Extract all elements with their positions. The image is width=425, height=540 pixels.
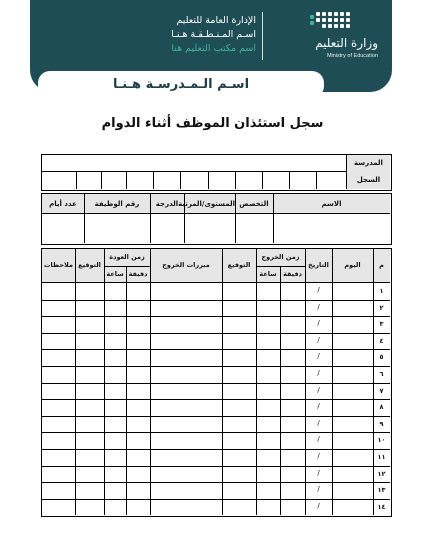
- header-notes: ملاحظات: [44, 261, 73, 269]
- row-number: ٩: [379, 419, 384, 428]
- date-separator: /: [317, 402, 320, 411]
- row-divider: [42, 316, 390, 317]
- date-separator: /: [317, 352, 320, 361]
- admin-line-1: الإدارة العامة للتعليم: [176, 15, 256, 26]
- header-return-time: زمن العودة: [109, 253, 145, 261]
- row-divider: [42, 499, 390, 500]
- school-row: [42, 155, 390, 172]
- ministry-name-ar: وزارة التعليم: [315, 36, 378, 50]
- record-cell[interactable]: [101, 172, 126, 189]
- row-number: ٧: [379, 386, 384, 395]
- header-day: اليوم: [344, 261, 361, 269]
- date-separator: /: [317, 435, 320, 444]
- row-number: ٣: [379, 320, 384, 329]
- row-divider: [42, 333, 390, 334]
- record-cell[interactable]: [180, 172, 208, 189]
- row-divider: [42, 366, 390, 367]
- ministry-logo: [288, 12, 378, 62]
- row-divider: [42, 416, 390, 417]
- record-cell[interactable]: [153, 172, 180, 189]
- employee-header: الدرجة: [155, 200, 179, 208]
- admin-line-2: اسـم المـنـطـقـة هـنـا: [171, 29, 256, 40]
- employee-header: التخصص: [239, 200, 269, 208]
- date-separator: /: [317, 468, 320, 477]
- record-cell[interactable]: [262, 172, 289, 189]
- employee-header: عدد أيام: [49, 200, 77, 208]
- row-divider: [42, 399, 390, 400]
- record-cell[interactable]: [208, 172, 235, 189]
- leave-table: [41, 248, 392, 517]
- record-cell[interactable]: [289, 172, 316, 189]
- header-date: التاريخ: [308, 261, 329, 269]
- date-separator: /: [317, 319, 320, 328]
- school-name: اسـم الـمـدرسـة هـنـا: [38, 71, 324, 98]
- row-number: ٦: [379, 370, 384, 378]
- header-divider: [262, 12, 263, 60]
- header-return-hour: ساعة: [106, 270, 124, 278]
- date-separator: /: [317, 418, 320, 427]
- employee-header: المستوى/المرتبة: [178, 200, 235, 208]
- row-number: ٤: [379, 336, 384, 345]
- row-divider: [42, 300, 390, 301]
- row-number: ١٢: [377, 469, 386, 478]
- record-cell[interactable]: [76, 172, 101, 189]
- school-label: المدرسة: [346, 155, 390, 172]
- row-divider: [42, 432, 390, 433]
- header-signature: التوقيع: [227, 261, 251, 269]
- date-separator: /: [317, 385, 320, 394]
- row-number: ٨: [379, 403, 384, 412]
- row-divider: [42, 383, 390, 384]
- date-separator: /: [317, 286, 320, 294]
- record-label: السجل: [346, 172, 390, 189]
- row-divider: [42, 349, 390, 350]
- row-number: ١٤: [377, 502, 386, 511]
- date-separator: /: [317, 501, 320, 510]
- header-reasons: مبررات الخروج: [162, 261, 210, 269]
- row-divider: [42, 449, 390, 450]
- header-exit-minute: دقيقة: [283, 270, 302, 278]
- record-cell[interactable]: [126, 172, 153, 189]
- record-cell[interactable]: [235, 172, 262, 189]
- header-exit-time: زمن الخروج: [261, 253, 300, 261]
- admin-block: [118, 14, 256, 56]
- header-signature-2: التوقيع: [78, 261, 101, 269]
- subheader-divider: [104, 266, 150, 267]
- employee-box: [41, 193, 392, 245]
- row-number: ٢: [379, 303, 384, 312]
- row-divider: [42, 466, 390, 467]
- row-number: ١١: [377, 453, 386, 461]
- row-number: ٥: [379, 353, 384, 362]
- header-exit-hour: ساعة: [259, 270, 277, 278]
- info-box: [41, 154, 392, 191]
- ministry-name-en: Ministry of Education: [326, 53, 378, 59]
- employee-header: رقم الوظيفة: [94, 200, 140, 208]
- col-divider: [126, 266, 127, 515]
- date-separator: /: [317, 369, 320, 377]
- date-separator: /: [317, 485, 320, 494]
- row-number: ١٣: [377, 486, 386, 495]
- col-divider: [280, 266, 281, 515]
- page-title: سجل استئذان الموظف أثناء الدوام: [101, 116, 324, 131]
- record-cell[interactable]: [316, 172, 346, 189]
- row-number: ١٠: [377, 436, 386, 445]
- row-divider: [42, 482, 390, 483]
- header-num: م: [379, 261, 384, 269]
- record-row: [42, 172, 390, 189]
- date-separator: /: [317, 452, 320, 460]
- subheader-divider: [256, 266, 305, 267]
- ministry-logo-icon: [310, 12, 350, 34]
- header-return-minute: دقيقة: [128, 270, 148, 278]
- admin-line-3: اسم مكتب التعليم هنا: [171, 43, 256, 54]
- employee-header: الاسم: [321, 200, 342, 208]
- date-separator: /: [317, 335, 320, 344]
- date-separator: /: [317, 302, 320, 311]
- row-number: ١: [379, 287, 384, 295]
